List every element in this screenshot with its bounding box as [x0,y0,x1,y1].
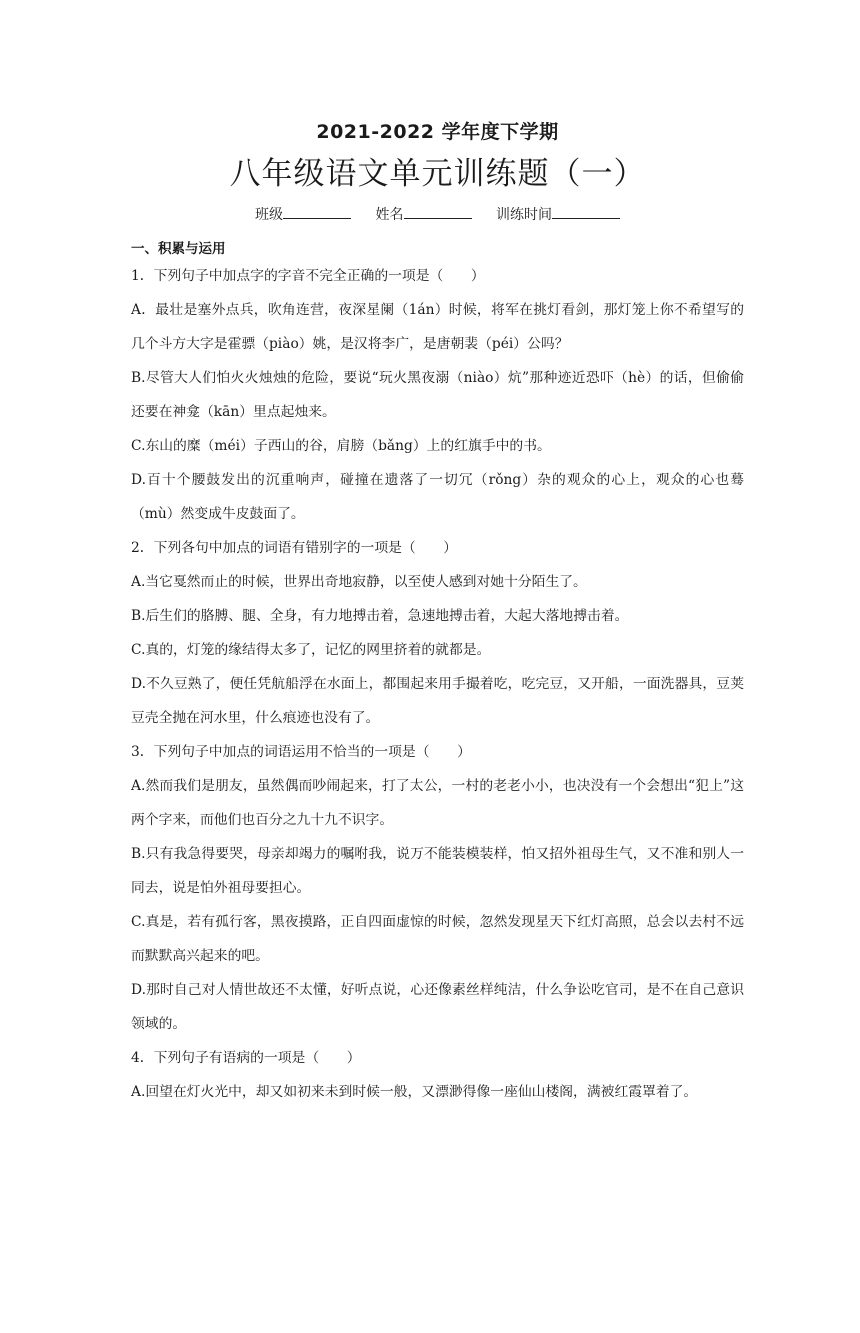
question-stem: 1．下列句子中加点字的字音不完全正确的一项是（ ） [131,268,485,284]
option-text: B.尽管大人们怕火火烛烛的危险，要说“玩火黑夜溺（niào）炕”那种迹近恐吓（hè）的话，但偷偷还要在神龛（kān）里点起烛来。 [131,370,744,420]
class-label: 班级 [255,207,284,223]
option-text: A.然而我们是朋友，虽然偶而吵闹起来，打了太公，一村的老老小小，也决没有一个会想出“犯上”这两个字来，而他们也百分之九十九不识字。 [131,778,744,828]
name-blank [404,204,472,219]
option-text: D.不久豆熟了，便任凭航船浮在水面上，都围起来用手撮着吃，吃完豆，又开船，一面洗器具，豆荚豆壳全抛在河水里，什么痕迹也没有了。 [131,676,744,726]
option-text: D.百十个腰鼓发出的沉重响声，碰撞在遗落了一切冗（rǒng）杂的观众的心上，观众的心也蓦（mù）然变成牛皮鼓面了。 [131,472,744,522]
document-header [131,117,744,225]
option-text: C.真是，若有孤行客，黑夜摸路，正自四面虚惊的时候，忽然发现星天下红灯高照，总会以去村不远而默默高兴起来的吧。 [131,914,744,964]
main-title: 八年级语文单元训练题（一） [229,156,646,192]
option-text: C.真的，灯笼的缘结得太多了，记忆的网里挤着的就都是。 [131,642,491,658]
name-field [376,204,472,225]
option-text: D.那时自己对人情世故还不太懂，好听点说，心还像素丝样纯洁，什么争讼吃官司，是不在自己意识领域的。 [131,982,744,1032]
question-stem: 4．下列句子有语病的一项是（ ） [131,1050,361,1066]
option-text: B.只有我急得要哭，母亲却竭力的嘱咐我，说万不能装模装样，怕又招外祖母生气，又不准和别人一同去，说是怕外祖母要担心。 [131,846,744,896]
document-page [0,117,860,1333]
option-text: A．最壮是塞外点兵，吹角连营，夜深星阑（1án）时候，将军在挑灯看剑，那灯笼上你不希望写的几个斗方大字是霍骠（piào）姚，是汉将李广，是唐朝裴（péi）公吗？ [131,302,744,352]
class-field [255,204,351,225]
question-content [131,259,744,1109]
option-text: A.当它戛然而止的时候，世界出奇地寂静，以至使人感到对她十分陌生了。 [131,574,587,590]
option-text: C.东山的糜（méi）子西山的谷，肩膀（bǎng）上的红旗手中的书。 [131,438,551,454]
class-blank [283,204,351,219]
student-info-line [131,204,744,225]
year-title: 2021-2022 学年度下学期 [316,121,559,143]
section-title: 一、积累与运用 [131,241,226,257]
question-stem: 3．下列句子中加点的词语运用不恰当的一项是（ ） [131,744,471,760]
time-label: 训练时间 [495,207,552,223]
time-field [496,204,620,225]
question-stem: 2．下列各句中加点的词语有错别字的一项是（ ） [131,540,458,556]
option-text: B.后生们的胳膊、腿、全身，有力地搏击着，急速地搏击着，大起大落地搏击着。 [131,608,629,624]
name-label: 姓名 [375,207,404,223]
time-blank [552,204,620,219]
option-text: A.回望在灯火光中，却又如初来未到时候一般，又漂渺得像一座仙山楼阁，满被红霞罩着了。 [131,1084,698,1100]
